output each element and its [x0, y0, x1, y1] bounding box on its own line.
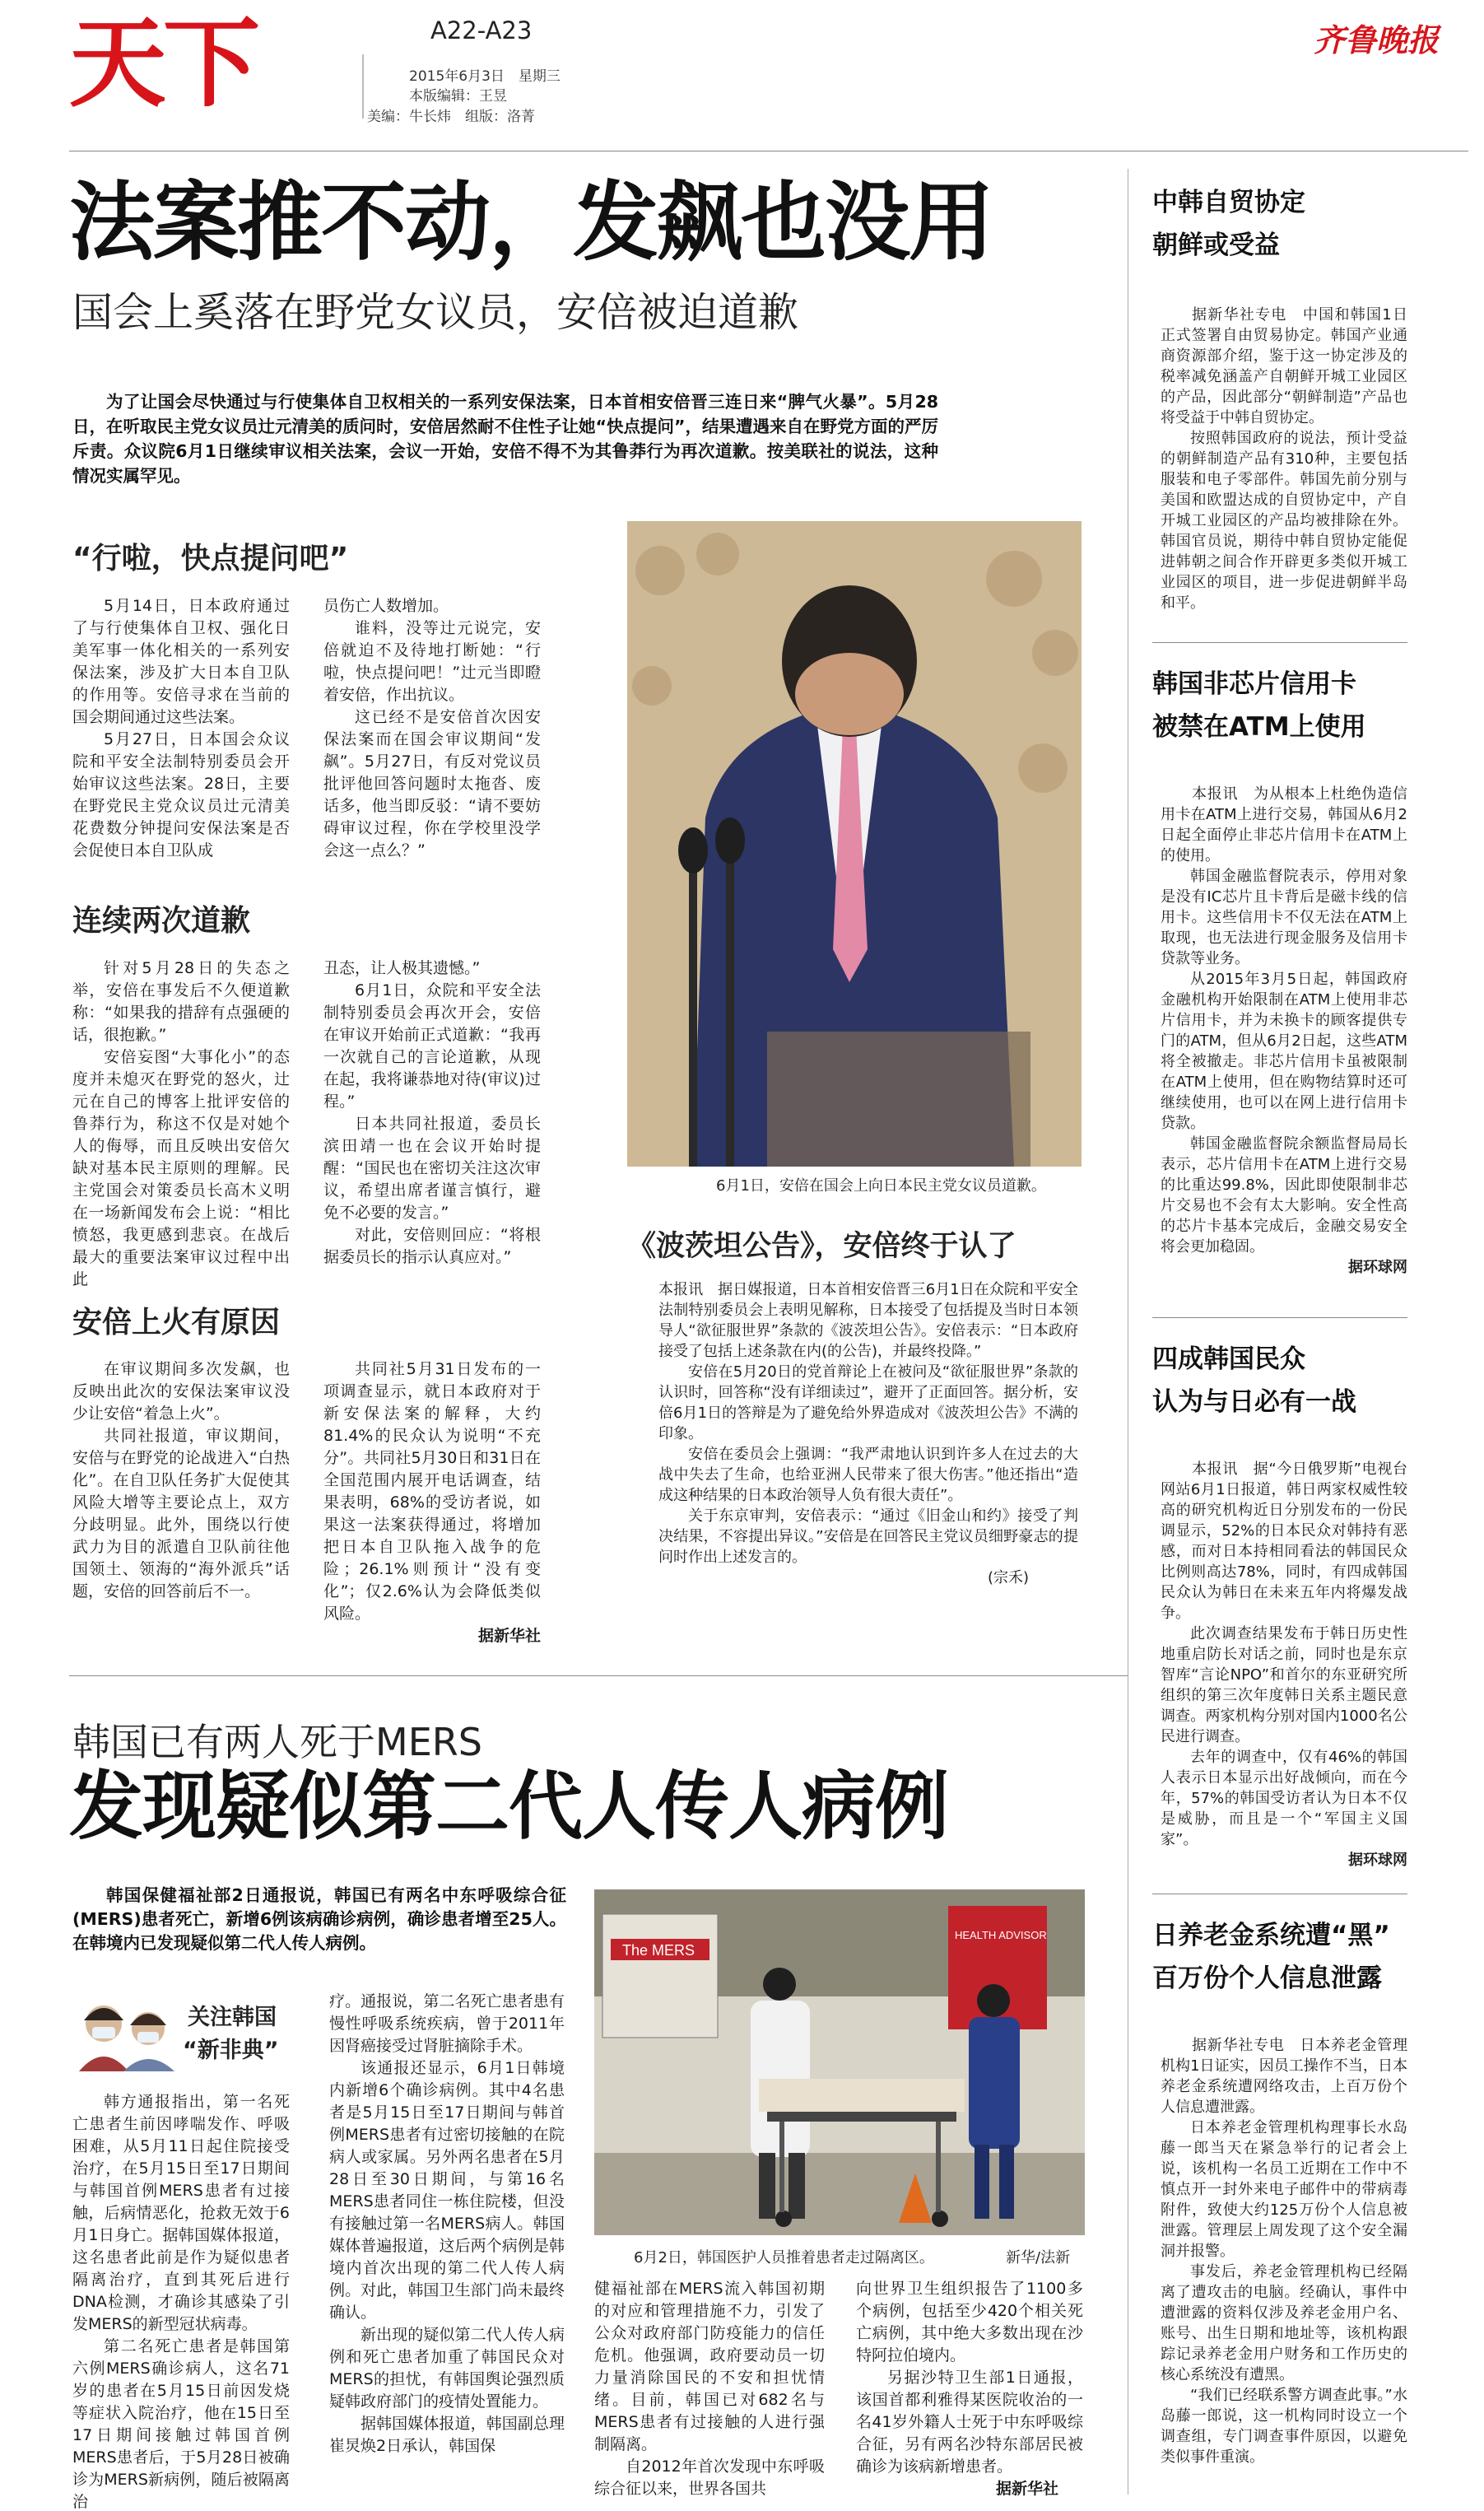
headline: 法案推不动，发飙也没用 — [69, 172, 993, 273]
topic-badge — [72, 1991, 285, 2071]
badge-line-2: “新非典” — [183, 2038, 279, 2063]
sidebar-title: 百万份个人信息泄露 — [1152, 1964, 1382, 1993]
paragraph: 安倍在委员会上强调：“我严肃地认识到许多人在过去的大战中失去了生命，也给亚洲人民带来了很大伤害。”他还指出“造成这种结果的日本政治领导人负有很大责任”。 — [658, 1446, 1078, 1504]
section-1-col-1 — [72, 595, 290, 862]
paragraph: 日本养老金管理机构理事长水岛藤一郎当天在紧急举行的记者会上说，该机构一名员工近期在工作中不慎点开一封外来电子邮件中的带病毒附件，致使大约125万份个人信息被泄露。管理层上周发现了这个安全漏洞并报警。 — [1161, 2119, 1407, 2260]
section-3-col-2 — [323, 1358, 541, 1647]
sidebar-box-3 — [1152, 1338, 1416, 1423]
paragraph: 据韩国媒体报道，韩国副总理崔炅焕2日承认，韩国保 — [329, 2415, 565, 2455]
paragraph: 关于东京审判，安倍表示：“通过《旧金山和约》接受了判决结果，不容提出异议。”安倍是在回答民主党议员细野豪志的提问时作出上述发言的。 — [658, 1507, 1078, 1566]
paragraph: 5月14日，日本政府通过了与行使集体自卫权、强化日美军事一体化相关的一系列安保法案，涉及扩大日本自卫队的作用等。安倍寻求在当前的国会期间通过这些法案。 — [72, 597, 290, 726]
paragraph: 该通报还显示，6月1日韩境内新增6个确诊病例。其中4名患者是5月15日至17日期间与韩首例MERS患者有过密切接触的在院病人或家属。另外两名患者在5月28日至30日期间，与第16名MERS患者同住一栋住院楼，但没有接触过第一名MERS病人。韩国媒体普遍报道，这后两个病例是韩境内首次出现的第二代人传人病例。对此，韩国卫生部门尚未最终确认。 — [329, 2059, 565, 2322]
sidebar-title: 韩国非芯片信用卡 — [1152, 669, 1356, 699]
paragraph: 据新华社专电 中国和韩国1日正式签署自由贸易协定。韩国产业通商资源部介绍，鉴于这一协定涉及的税率减免涵盖产自朝鲜开城工业园区的产品，因此部分“朝鲜制造”产品也将受益于中韩自贸协定。 — [1161, 306, 1407, 426]
paragraph: 韩国金融监督院余额监督局局长表示，芯片信用卡在ATM上进行交易的比重达99.8%，因此即使限制非芯片交易也不会有太大影响。安全性高的芯片卡基本完成后，金融交易安全将会更加稳固。 — [1161, 1135, 1407, 1256]
paragraph: 这已经不是安倍首次因安保法案而在国会审议期间“发飙”。5月27日，有反对党议员批评他回答问题时太拖沓、废话多，他当即反驳：“请不要妨碍审议过程，你在学校里没学会这一点么？” — [323, 708, 541, 860]
section-2-col-2 — [323, 957, 541, 1269]
paragraph: 5月27日，日本国会众议院和平安全法制特别委员会开始审议这些法案。28日，主要在野党民主党众议员辻元清美花费数分钟提问安保法案是否会促使日本自卫队成 — [72, 730, 290, 860]
date-line: 2015年6月3日 星期三 — [409, 68, 561, 85]
mers-col-2 — [329, 1991, 565, 2457]
paragraph: 此次调查结果发布于韩日历史性地重启防长对话之前，同时也是东京智库“言论NPO”和首尔的东亚研究所组织的第三次年度韩日关系主题民意调查。两家机构分别对国内1000名公民进行调查。 — [1161, 1625, 1407, 1745]
section-2-col-1 — [72, 957, 290, 1291]
sidebar-box-1-body — [1161, 305, 1407, 613]
paragraph: 另据沙特卫生部1日通报，该国首都利雅得某医院收治的一名41岁外籍人士死于中东呼吸综合征，另有两名沙特东部居民被确诊为该病新增患者。 — [856, 2369, 1083, 2476]
headline: 发现疑似第二代人传人病例 — [69, 1763, 948, 1850]
paragraph: “我们已经联系警方调查此事。”水岛藤一郎说，这一机构同时设立一个调查组，专门调查事件原因，以避免类似事件重演。 — [1161, 2387, 1407, 2466]
paragraph: 健福祉部在MERS流入韩国初期的对应和管理措施不力，引发了公众对政府部门防疫能力的信任危机。他强调，政府要动员一切力量消除国民的不安和担忧情绪。目前，韩国已对682名与MERS患者有过接触的人进行强制隔离。 — [594, 2280, 825, 2453]
sidebar-title: 四成韩国民众 — [1152, 1344, 1305, 1374]
sidebar-title: 被禁在ATM上使用 — [1152, 712, 1366, 742]
lead-paragraph: 韩国保健福祉部2日通报说，韩国已有两名中东呼吸综合征(MERS)患者死亡，新增6例该病确诊病例，确诊患者增至25人。在韩境内已发现疑似第二代人传人病例。 — [72, 1885, 566, 1953]
byline: 据新华社 — [995, 2480, 1058, 2498]
sidebar-title: 中韩自贸协定 — [1152, 188, 1305, 217]
paragraph: 疗。通报说，第二名死亡患者患有慢性呼吸系统疾病，曾于2011年因肾癌接受过肾脏摘除手术。 — [329, 1992, 565, 2055]
mers-col-1 — [72, 2091, 290, 2511]
paragraph: 在审议期间多次发飙，也反映出此次的安保法案审议没少让安倍“着急上火”。 — [72, 1360, 290, 1423]
photo-illustration — [627, 521, 1082, 1167]
sidebar-rule — [1152, 642, 1407, 643]
paragraph: 日本共同社报道，委员长滨田靖一也在会议开始时提醒：“国民也在密切关注这次审议，希望出席者谨言慎行，避免不必要的发言。” — [323, 1115, 541, 1222]
sidebar-box-2 — [1152, 663, 1416, 748]
section-1-col-2 — [323, 595, 541, 862]
paragraph: 自2012年首次发现中东呼吸综合征以来，世界各国共 — [594, 2457, 825, 2498]
mers-col-4 — [856, 2278, 1083, 2500]
photo-abe-bowing — [627, 521, 1082, 1167]
paragraph: 第二名死亡患者是韩国第六例MERS确诊病人，这名71岁的患者在5月15日前因发烧等症状入院治疗，他在15日至17日期间接触过韩国首例MERS患者后，于5月28日被确诊为MERS新病例，随后被隔离治 — [72, 2337, 290, 2511]
sidebar-box-4-body — [1161, 2035, 1407, 2467]
paragraph: 事发后，养老金管理机构已经隔离了遭攻击的电脑。经确认，事件中遭泄露的资料仅涉及养老金用户名、账号、出生日期和地址等，该机构跟踪记录养老金用户财务和工作历史的核心系统没有遭黑。 — [1161, 2263, 1407, 2383]
paragraph: 从2015年3月5日起，韩国政府金融机构开始限制在ATM上使用非芯片信用卡，并为未换卡的顾客提供专门的ATM，但从6月2日起，这些ATM将全被撤走。非芯片信用卡虽被限制在ATM上使用，但在购物结算时还可继续使用，也可以在网上进行信用卡贷款。 — [1161, 971, 1407, 1132]
paragraph: 共同社5月31日发布的一项调查显示，就日本政府对于新安保法案的解释，大约81.4%的民众认为说明“不充分”。共同社5月30日和31日在全国范围内展开电话调查，结果表明，68%的受访者说，如果这一法案获得通过，将增加把日本自卫队拖入战争的危险；26.1%则预计“没有变化”；仅2.6%认为会降低类似风险。 — [323, 1360, 541, 1623]
sign-text: The MERS — [622, 1942, 695, 1959]
paragraph: 本报讯 据“今日俄罗斯”电视台网站6月1日报道，韩日两家权威性较高的研究机构近日分别发布的一份民调显示，52%的日本民众对韩持有恶感，而对日本持相同看法的韩国民众比例则高达78%，同时，有四成韩国民众认为韩日在未来五年内将爆发战争。 — [1161, 1460, 1407, 1622]
badge-line-1: 关注韩国 — [188, 2005, 277, 2030]
sidebar-title: 认为与日必有一战 — [1152, 1387, 1356, 1417]
paragraph: 本报讯 据日媒报道，日本首相安倍晋三6月1日在众院和平安全法制特别委员会上表明见解称，日本接受了包括提及当时日本领导人“欲征服世界”条款的《波茨坦公告》。安倍表示：“日本政府接受了包括上述条款在内(的公告)，并最终投降。” — [658, 1281, 1078, 1360]
masked-people-icon — [72, 1991, 179, 2071]
sidebar — [1136, 165, 1473, 2503]
sign-text-2: HEALTH ADVISOR — [955, 1929, 1047, 1941]
design-line: 美编：牛长炜 组版：洛菁 — [367, 109, 535, 125]
photo-caption: 6月2日，韩国医护人员推着患者走过隔离区。 — [634, 2249, 934, 2266]
signature: 据环球网 — [1348, 1852, 1407, 1869]
paragraph: 员伤亡人数增加。 — [323, 597, 449, 615]
paragraph: 安倍在5月20日的党首辩论上在被问及“欲征服世界”条款的认识时，回答称“没有详细读过”，避开了正面回答。据分析，安倍6月1日的答辩是为了避免给外界造成对《波茨坦公告》不满的印象。 — [658, 1363, 1078, 1442]
sidebar-rule — [1152, 1317, 1407, 1318]
paragraph: 本报讯 为从根本上杜绝伪造信用卡在ATM上进行交易，韩国从6月2日起全面停止非芯片信用卡在ATM上的使用。 — [1161, 785, 1407, 864]
signature: (宗禾) — [987, 1569, 1029, 1586]
paragraph: 6月1日，众院和平安全法制特别委员会再次开会，安倍在审议开始前正式道歉：“我再一次就自己的言论道歉，从现在起，我将谦恭地对待(审议)过程。” — [323, 981, 541, 1111]
sidebar-box-3-body — [1161, 1459, 1407, 1870]
subheadline: 国会上奚落在野党女议员，安倍被迫道歉 — [72, 289, 799, 336]
paragraph: 按照韩国政府的说法，预计受益的朝鲜制造产品有310种，主要包括服装和电子零部件。韩国先前分别与美国和欧盟达成的自贸协定中，产自开城工业园区的产品均被排除在外。韩国官员说，期待中韩自贸协定能促进韩朝之间合作开辟更多类似开城工业园区的项目，进一步促进朝鲜半岛和平。 — [1161, 430, 1407, 612]
byline: 据新华社 — [477, 1627, 541, 1645]
photo-medical-staff — [594, 1889, 1085, 2235]
sidebar-title: 朝鲜或受益 — [1152, 231, 1280, 260]
sidebar-box-1 — [1152, 181, 1399, 267]
paragraph: 韩国金融监督院表示，停用对象是没有IC芯片且卡背后是磁卡线的信用卡。这些信用卡不仅无法在ATM上取现，也无法进行现金服务及信用卡贷款等业务。 — [1161, 868, 1407, 967]
paragraph: 对此，安倍则回应：“将根据委员长的指示认真应对。” — [323, 1226, 541, 1266]
paper-name-logo: 齐鲁晚报 — [1314, 21, 1440, 58]
sidebar-box-4 — [1152, 1914, 1432, 2000]
side-story-title: 《波茨坦公告》，安倍终于认了 — [627, 1230, 1016, 1263]
article-separator — [69, 1675, 1128, 1676]
section-logo: 天下 — [69, 7, 258, 120]
paragraph: 针对5月28日的失态之举，安倍在事发后不久便道歉称：“如果我的措辞有点强硬的话，很抱歉。” — [72, 959, 290, 1044]
photo-caption: 6月1日，安倍在国会上向日本民主党女议员道歉。 — [716, 1177, 1046, 1195]
section-title-1: “行啦，快点提问吧” — [72, 542, 349, 575]
lead-paragraph: 为了让国会尽快通过与行使集体自卫权相关的一系列安保法案，日本首相安倍晋三连日来“脾气火暴”。5月28日，在听取民主党女议员辻元清美的质问时，安倍居然耐不住性子让她“快点提问”，结果遭遇来自在野党方面的严厉斥责。众议院6月1日继续审议相关法案，会议一开始，安倍不得不为其鲁莽行为再次道歉。按美联社的说法，这种情况实属罕见。 — [72, 392, 938, 486]
photo-illustration — [594, 1889, 1085, 2235]
section-title-2: 连续两次道歉 — [72, 904, 251, 938]
mers-col-3 — [594, 2278, 825, 2500]
photo-credit: 新华/法新 — [1006, 2249, 1071, 2266]
article-2 — [0, 1679, 1128, 2511]
paragraph: 新出现的疑似第二代人传人病例和死亡患者加重了韩国民众对MERS的担忧，有韩国舆论强烈质疑韩政府部门的疫情处置能力。 — [329, 2326, 565, 2411]
paragraph: 安倍妄图“大事化小”的态度并未熄灭在野党的怒火，辻元在自己的博客上批评安倍的鲁莽行为，称这不仅是对她个人的侮辱，而且反映出安倍欠缺对基本民主原则的理解。民主党国会对策委员长高木义明在一场新闻发布会上说：“相比愤怒，我更感到悲哀。在战后最大的重要法案审议过程中出此 — [72, 1048, 290, 1288]
editor-line: 本版编辑：王昱 — [409, 88, 507, 105]
sidebar-title: 日养老金系统遭“黑” — [1152, 1921, 1390, 1950]
section-title-3: 安倍上火有原因 — [72, 1306, 281, 1339]
paragraph: 韩方通报指出，第一名死亡患者生前因哮喘发作、呼吸困难，从5月11日起住院接受治疗，在5月15日至17日期间与韩国首例MERS患者有过接触，后病情恶化，抢救无效于6月1日身亡。据韩国媒体报道，这名患者此前是作为疑似患者隔离治疗，直到其死后进行DNA检测，才确诊其感染了引发MERS的新型冠状病毒。 — [72, 2093, 290, 2333]
paragraph: 向世界卫生组织报告了1100多个病例，包括至少420个相关死亡病例，其中绝大多数出现在沙特阿拉伯境内。 — [856, 2280, 1083, 2364]
kicker: 韩国已有两人死于MERS — [72, 1720, 482, 1764]
section-3-col-1 — [72, 1358, 290, 1603]
paragraph: 据新华社专电 日本养老金管理机构1日证实，因员工操作不当，日本养老金系统遭网络攻击，上百万份个人信息遭泄露。 — [1161, 2037, 1407, 2116]
paragraph: 去年的调查中，仅有46%的韩国人表示日本显示出好战倾向，而在今年，57%的韩国受访者认为日本不仅是威胁，而且是一个“军国主义国家”。 — [1161, 1749, 1407, 1848]
paragraph: 丑态，让人极其遗憾。” — [323, 959, 481, 977]
paragraph: 谁料，没等辻元说完，安倍就迫不及待地打断她：“行啦，快点提问吧！”辻元当即瞪着安倍，作出抗议。 — [323, 619, 541, 704]
side-story-body — [658, 1279, 1078, 1588]
paragraph: 共同社报道，审议期间，安倍与在野党的论战进入“白热化”。在自卫队任务扩大促使其风险大增等主要论点上，双方分歧明显。此外，围绕以行使武力为目的派遣自卫队前往他国领土、领海的“海外派兵”话题，安倍的回答前后不一。 — [72, 1427, 290, 1600]
sidebar-box-2-body — [1161, 784, 1407, 1278]
signature: 据环球网 — [1348, 1259, 1407, 1276]
page-range: A22-A23 — [430, 16, 533, 44]
